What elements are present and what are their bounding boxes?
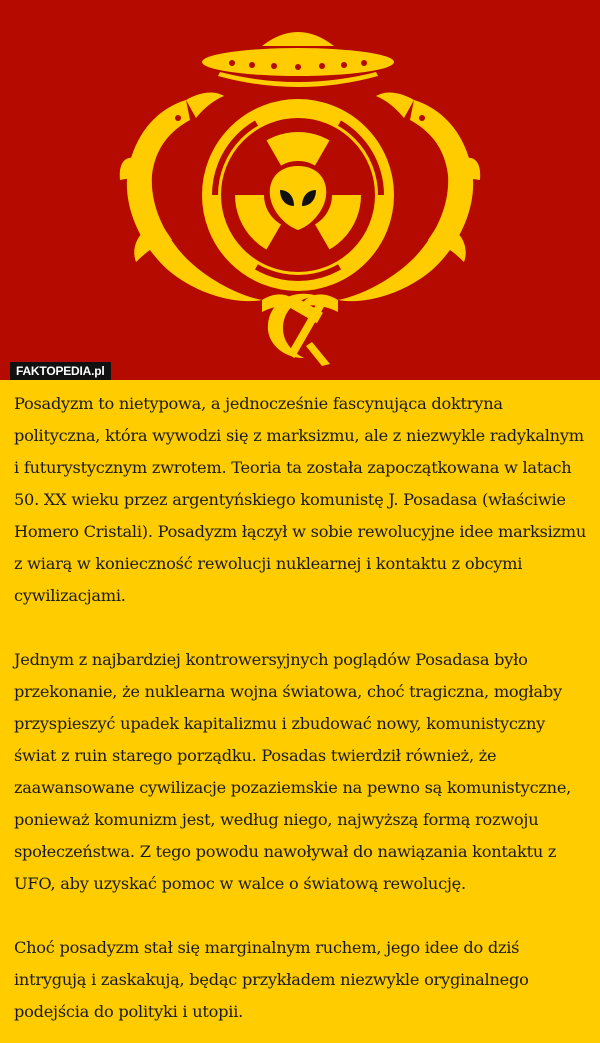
paragraph: Posadyzm to nietypowa, a jednocześnie fascynująca doktryna polityczna, która wywodzi się z marksizmu, ale z niezwykle radykalnym i futurystycznym zwrotem. Teoria ta została zapoczątkowana w latach 50. XX wieku przez argentyńskiego komunistę J. Posadasa (właściwie Homero Cristali). Posadyzm łączył w sobie rewolucyjne idee marksizmu z wiarą w konieczność rewolucji nuklearnej i kontaktu z obcymi cywilizacjami. — [14, 394, 587, 605]
article-text — [0, 380, 600, 1028]
watermark-label: FAKTOPEDIA.pl — [10, 362, 111, 380]
ufo-icon — [202, 32, 394, 87]
header-image — [0, 0, 600, 380]
posadist-emblem — [0, 0, 600, 380]
paragraph: Choć posadyzm stał się marginalnym ruchem, jego idee do dziś intrygują i zaskakują, będąc przykładem niezwykle oryginalnego podejścia do polityki i utopii. — [14, 938, 529, 1021]
paragraph: Jednym z najbardziej kontrowersyjnych poglądów Posadasa było przekonanie, że nuklearna wojna światowa, choć tragiczna, mogłaby przyspieszyć upadek kapitalizmu i zbudować nowy, komunistyczny świat z ruin starego porządku. Posadas twierdził również, że zaawansowane cywilizacje pozaziemskie na pewno są komunistyczne, ponieważ komunizm jest, według niego, najwyższą formą rozwoju społeczeństwa. Z tego powodu nawoływał do nawiązania kontaktu z UFO, aby uzyskać pomoc w walce o światową rewolucję. — [14, 650, 572, 893]
hammer-sickle-icon — [268, 294, 330, 366]
